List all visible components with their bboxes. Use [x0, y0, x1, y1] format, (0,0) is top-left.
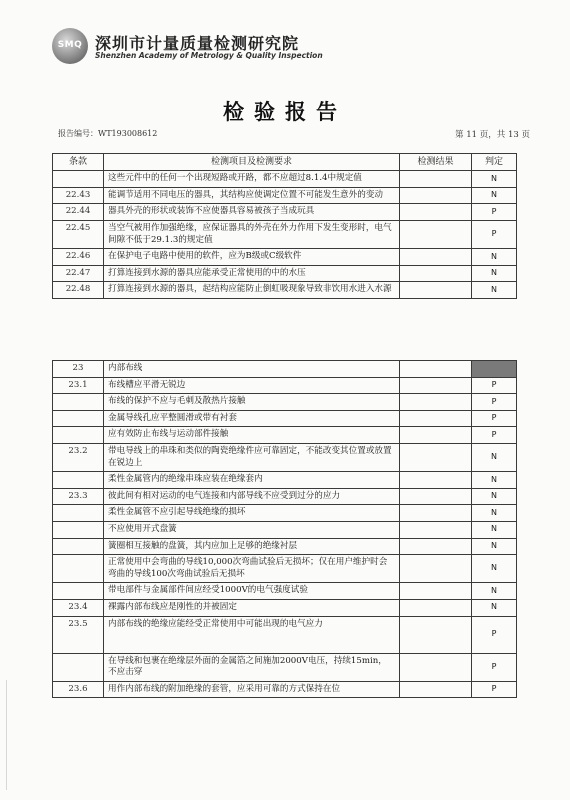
clause-cell: 22.47 — [53, 265, 104, 282]
result-cell — [400, 472, 472, 489]
table-1-body — [53, 171, 517, 299]
table-header-row — [53, 154, 517, 171]
section-title: 内部布线 — [104, 361, 400, 378]
item-cell: 在导线和包裹在绝缘层外面的金属箔之间施加2000V电压，持续15min，不应击穿 — [104, 653, 400, 681]
result-cell — [400, 616, 472, 653]
report-title: 检验报告 — [223, 99, 347, 124]
table-row — [53, 410, 517, 427]
item-cell: 不应使用开式盘簧 — [104, 521, 400, 538]
verdict-cell: N — [472, 583, 517, 600]
result-cell — [400, 265, 472, 282]
table-row — [53, 555, 517, 583]
verdict-cell: N — [472, 555, 517, 583]
verdict-cell: N — [472, 599, 517, 616]
table-row — [53, 653, 517, 681]
clause-cell — [53, 521, 104, 538]
clause-cell: 22.44 — [53, 204, 104, 221]
result-cell — [400, 282, 472, 299]
clause-cell: 22.46 — [53, 249, 104, 266]
clause-cell: 23.5 — [53, 616, 104, 653]
clause-cell: 23.2 — [53, 443, 104, 471]
verdict-cell: N — [472, 282, 517, 299]
table-row — [53, 443, 517, 471]
verdict-cell: P — [472, 220, 517, 248]
result-cell — [400, 583, 472, 600]
table-row — [53, 377, 517, 394]
logo-text: SMQ — [57, 40, 83, 50]
item-cell: 打算连接到水源的器具应能承受正常使用的中的水压 — [104, 265, 400, 282]
item-cell: 用作内部布线的附加绝缘的套管，应采用可靠的方式保持在位 — [104, 681, 400, 698]
clause-cell: 22.43 — [53, 187, 104, 204]
item-cell: 彼此间有相对运动的电气连接和内部导线不应受到过分的应力 — [104, 488, 400, 505]
header-item: 检测项目及检测要求 — [104, 154, 400, 171]
table-row — [53, 583, 517, 600]
clause-cell: 22.45 — [53, 220, 104, 248]
verdict-cell: P — [472, 653, 517, 681]
item-cell: 打算连接到水源的器具，起结构应能防止倒虹吸现象导致非饮用水进入水源 — [104, 282, 400, 299]
result-cell — [400, 505, 472, 522]
verdict-cell: P — [472, 410, 517, 427]
result-cell — [400, 171, 472, 188]
result-cell — [400, 681, 472, 698]
table-row — [53, 616, 517, 653]
table-row — [53, 282, 517, 299]
table-2-body — [53, 361, 517, 698]
result-cell — [400, 521, 472, 538]
item-cell: 布线的保护不应与毛刺及散热片接触 — [104, 394, 400, 411]
verdict-cell: N — [472, 171, 517, 188]
item-cell: 能调节适用不同电压的器具，其结构应使调定位置不可能发生意外的变动 — [104, 187, 400, 204]
scan-mark — [6, 680, 7, 790]
verdict-cell: N — [472, 505, 517, 522]
clause-cell — [53, 555, 104, 583]
table-row — [53, 220, 517, 248]
item-cell: 布线槽应平滑无锐边 — [104, 377, 400, 394]
table-row — [53, 187, 517, 204]
header-clause: 条款 — [53, 154, 104, 171]
table-row — [53, 488, 517, 505]
clause-cell — [53, 583, 104, 600]
section-result-cell — [400, 361, 472, 378]
item-cell: 在保护电子电路中使用的软件，应为B级或C级软件 — [104, 249, 400, 266]
item-cell: 内部布线的绝缘应能经受正常使用中可能出现的电气应力 — [104, 616, 400, 653]
verdict-cell: N — [472, 521, 517, 538]
clause-cell — [53, 505, 104, 522]
item-cell: 带电导线上的串珠和类似的陶瓷绝缘件应可靠固定，不能改变其位置或放置在锐边上 — [104, 443, 400, 471]
table-row — [53, 521, 517, 538]
result-cell — [400, 220, 472, 248]
header-result: 检测结果 — [400, 154, 472, 171]
result-cell — [400, 538, 472, 555]
report-number: 报告编号：WT193008612 — [58, 129, 158, 138]
table-row — [53, 505, 517, 522]
item-cell: 当空气被用作加强绝缘，应保证器具的外壳在外力作用下发生变形时，电气间隙不低于29.1.3的规定值 — [104, 220, 400, 248]
verdict-cell: P — [472, 394, 517, 411]
clause-cell: 23.3 — [53, 488, 104, 505]
verdict-cell: P — [472, 377, 517, 394]
verdict-cell: P — [472, 427, 517, 444]
result-cell — [400, 204, 472, 221]
section-clause: 23 — [53, 361, 104, 378]
item-cell: 柔性金属管不应引起导线绝缘的损坏 — [104, 505, 400, 522]
section-row — [53, 361, 517, 378]
item-cell: 正常使用中会弯曲的导线10,000次弯曲试验后无损坏；仅在用户维护时会弯曲的导线100次弯曲试验后无损坏 — [104, 555, 400, 583]
result-cell — [400, 427, 472, 444]
item-cell: 金属导线孔应平整圆滑或带有衬套 — [104, 410, 400, 427]
page-indicator: 第 11 页，共 13 页 — [455, 130, 530, 140]
clause-cell — [53, 653, 104, 681]
table-row — [53, 265, 517, 282]
table-row — [53, 427, 517, 444]
item-cell: 柔性金属管内的绝缘串珠应装在绝缘套内 — [104, 472, 400, 489]
clause-cell: 23.1 — [53, 377, 104, 394]
clause-cell — [53, 427, 104, 444]
table-row — [53, 394, 517, 411]
table-row — [53, 249, 517, 266]
result-cell — [400, 410, 472, 427]
result-cell — [400, 488, 472, 505]
result-cell — [400, 555, 472, 583]
table-row — [53, 538, 517, 555]
item-cell: 这些元件中的任何一个出现短路或开路，都不应超过8.1.4中规定值 — [104, 171, 400, 188]
inspection-table-2 — [52, 360, 517, 698]
result-cell — [400, 443, 472, 471]
result-cell — [400, 653, 472, 681]
result-cell — [400, 599, 472, 616]
item-cell: 带电部件与金属部件间应经受1000V的电气强度试验 — [104, 583, 400, 600]
result-cell — [400, 249, 472, 266]
clause-cell — [53, 171, 104, 188]
result-cell — [400, 394, 472, 411]
item-cell: 应有效防止布线与运动部件接触 — [104, 427, 400, 444]
item-cell: 器具外壳的形状或装饰不应使器具容易被孩子当成玩具 — [104, 204, 400, 221]
verdict-cell: N — [472, 538, 517, 555]
verdict-cell: N — [472, 249, 517, 266]
result-cell — [400, 187, 472, 204]
table-row — [53, 204, 517, 221]
org-header — [52, 28, 352, 64]
verdict-cell: P — [472, 204, 517, 221]
clause-cell: 22.48 — [53, 282, 104, 299]
org-name-cn: 深圳市计量质量检测研究院 — [95, 34, 300, 53]
verdict-cell: N — [472, 488, 517, 505]
table-row — [53, 472, 517, 489]
clause-cell — [53, 538, 104, 555]
clause-cell — [53, 472, 104, 489]
item-cell: 裸露内部布线应是刚性的并被固定 — [104, 599, 400, 616]
verdict-cell: N — [472, 187, 517, 204]
org-name-en: Shenzhen Academy of Metrology & Quality Inspection — [95, 51, 323, 60]
result-cell — [400, 377, 472, 394]
section-shaded-cell — [472, 361, 517, 378]
item-cell: 簧圈相互接触的盘簧，其内应加上足够的绝缘衬层 — [104, 538, 400, 555]
inspection-table-1 — [52, 153, 517, 299]
clause-cell: 23.4 — [53, 599, 104, 616]
verdict-cell: N — [472, 265, 517, 282]
verdict-cell: N — [472, 443, 517, 471]
table-row — [53, 681, 517, 698]
verdict-cell: P — [472, 616, 517, 653]
smq-logo — [52, 28, 88, 64]
verdict-cell: N — [472, 472, 517, 489]
table-row — [53, 599, 517, 616]
header-verdict: 判定 — [472, 154, 517, 171]
clause-cell — [53, 410, 104, 427]
verdict-cell: P — [472, 681, 517, 698]
clause-cell — [53, 394, 104, 411]
table-row — [53, 171, 517, 188]
clause-cell: 23.6 — [53, 681, 104, 698]
